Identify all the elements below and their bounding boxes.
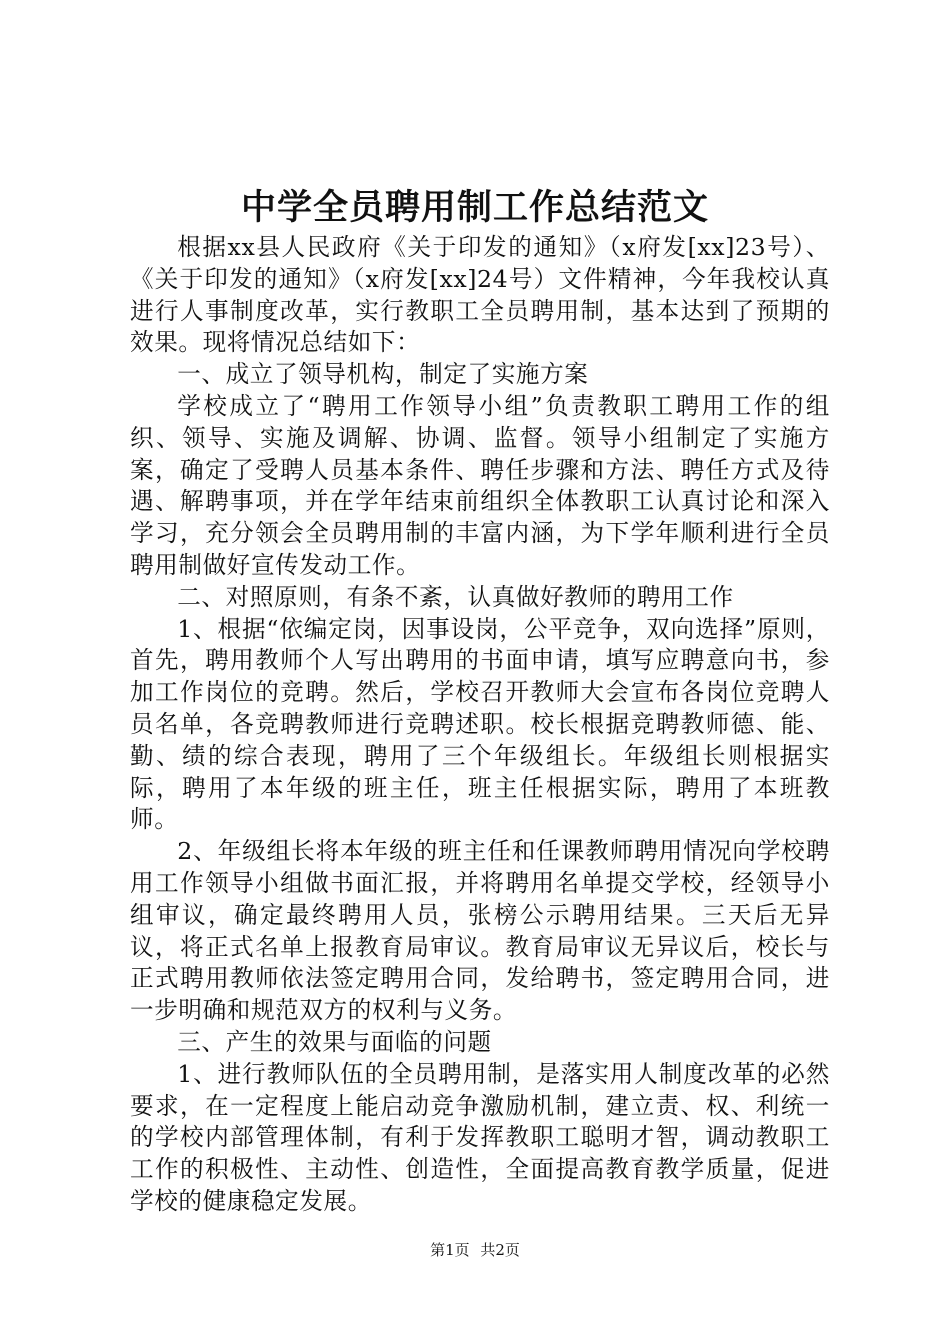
paragraph-section-2-item-1: 1、根据“依编定岗，因事设岗，公平竞争，双向选择”原则，首先，聘用教师个人写出聘用的书面申请，填写应聘意向书，参加工作岗位的竞聘。然后，学校召开教师大会宣布各岗位竞聘人员名单，各竞聘教师进行竞聘述职。校长根据竞聘教师德、能、勤、绩的综合表现，聘用了三个年级组长。年级组长则根据实际，聘用了本年级的班主任，班主任根据实际，聘用了本班教师。 — [130, 614, 830, 834]
paragraph-section-1: 学校成立了“聘用工作领导小组”负责教职工聘用工作的组织、领导、实施及调解、协调、监督。领导小组制定了实施方案，确定了受聘人员基本条件、聘任步骤和方法、聘任方式及待遇、解聘事项，并在学年结束前组织全体教职工认真讨论和深入学习，充分领会全员聘用制的丰富内涵，为下学年顺利进行全员聘用制做好宣传发动工作。 — [130, 391, 830, 579]
section-heading-3: 三、产生的效果与面临的问题 — [177, 1027, 492, 1056]
page-number: 第1页 — [430, 1241, 470, 1259]
paragraph-intro: 根据xx县人民政府《关于印发的通知》（x府发[xx]23号）、《关于印发的通知》（x府发[xx]24号）文件精神，今年我校认真进行人事制度改革，实行教职工全员聘用制，基本达到了预期的效果。现将情况总结如下： — [130, 233, 830, 357]
paragraph-section-3-item-1: 1、进行教师队伍的全员聘用制，是落实用人制度改革的必然要求，在一定程度上能启动竞争激励机制，建立责、权、利统一的学校内部管理体制，有利于发挥教职工聪明才智，调动教职工工作的积极性、主动性、创造性，全面提高教育教学质量，促进学校的健康稳定发展。 — [130, 1059, 830, 1215]
page-footer — [0, 1240, 950, 1260]
paragraph-section-2-item-2: 2、年级组长将本年级的班主任和任课教师聘用情况向学校聘用工作领导小组做书面汇报，并将聘用名单提交学校，经领导小组审议，确定最终聘用人员，张榜公示聘用结果。三天后无异议，将正式名单上报教育局审议。教育局审议无异议后，校长与正式聘用教师依法签定聘用合同，发给聘书，签定聘用合同，进一步明确和规范双方的权利与义务。 — [130, 837, 830, 1025]
section-heading-2: 二、对照原则，有条不紊，认真做好教师的聘用工作 — [177, 582, 734, 611]
document-title: 中学全员聘用制工作总结范文 — [240, 187, 709, 228]
section-heading-1: 一、成立了领导机构，制定了实施方案 — [177, 360, 589, 389]
page-total: 共2页 — [480, 1241, 520, 1259]
document-body — [130, 232, 830, 1218]
